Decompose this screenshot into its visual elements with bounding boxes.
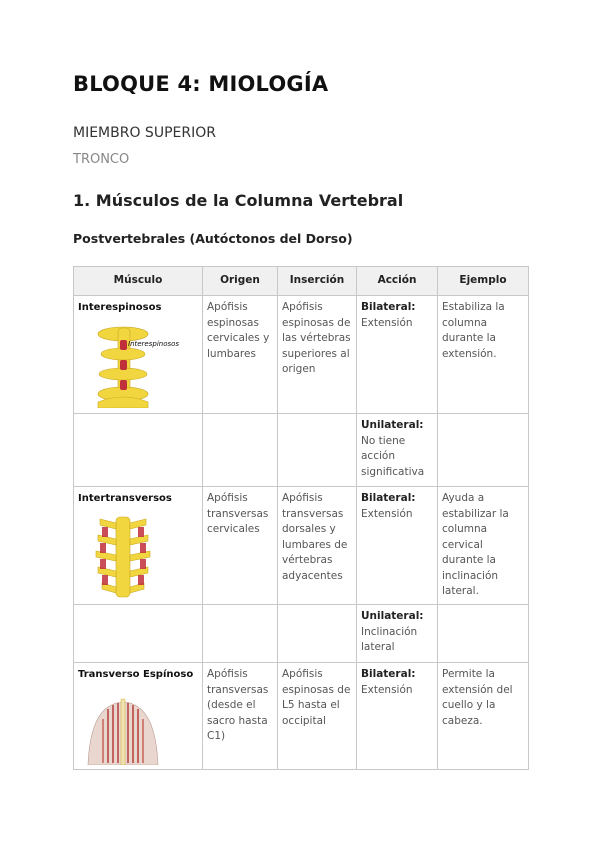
cell-insercion: Apófisis espinosas de L5 hasta el occipital <box>278 663 357 770</box>
table-header-row <box>74 267 529 296</box>
table-row <box>74 487 529 605</box>
cell-empty <box>438 414 529 487</box>
cell-accion <box>357 663 438 770</box>
image-label: Interespinosos <box>128 339 180 348</box>
accion-value: Inclinación lateral <box>361 625 418 653</box>
muscle-name: Intertransversos <box>78 493 172 504</box>
muscle-name: Interespinosos <box>78 302 162 313</box>
table-row <box>74 663 529 770</box>
header-musculo: Músculo <box>74 267 203 296</box>
accion-label: Bilateral: <box>361 668 416 680</box>
subtitle-miembro-superior: MIEMBRO SUPERIOR <box>73 125 216 141</box>
header-ejemplo: Ejemplo <box>438 267 529 296</box>
cell-musculo <box>74 663 203 770</box>
subtitle-tronco: TRONCO <box>73 152 130 167</box>
cell-empty <box>438 605 529 663</box>
accion-label: Bilateral: <box>361 301 416 313</box>
accion-label: Unilateral: <box>361 610 424 622</box>
muscle-table <box>73 266 529 770</box>
cell-accion <box>357 296 438 414</box>
table-row <box>74 296 529 414</box>
cell-ejemplo: Ayuda a estabilizar la columna cervical durante la inclinación lateral. <box>438 487 529 605</box>
subsection-heading: Postvertebrales (Autóctonos del Dorso) <box>73 231 353 246</box>
accion-label: Unilateral: <box>361 419 424 431</box>
cell-accion <box>357 605 438 663</box>
cell-accion <box>357 414 438 487</box>
cell-empty <box>74 414 203 487</box>
cell-ejemplo: Permite la extensión del cuello y la cabeza. <box>438 663 529 770</box>
table-row <box>74 414 529 487</box>
cell-origen: Apófisis espinosas cervicales y lumbares <box>203 296 278 414</box>
section-heading: 1. Músculos de la Columna Vertebral <box>73 191 404 210</box>
cell-insercion: Apófisis transversas dorsales y lumbares de vértebras adyacentes <box>278 487 357 605</box>
cell-empty <box>203 605 278 663</box>
cell-accion <box>357 487 438 605</box>
intertransversos-image <box>78 513 198 599</box>
header-insercion: Inserción <box>278 267 357 296</box>
cell-empty <box>203 414 278 487</box>
header-origen: Origen <box>203 267 278 296</box>
cell-origen: Apófisis transversas cervicales <box>203 487 278 605</box>
accion-value: Extensión <box>361 683 413 696</box>
header-accion: Acción <box>357 267 438 296</box>
cell-empty <box>278 414 357 487</box>
cell-insercion: Apófisis espinosas de las vértebras superiores al origen <box>278 296 357 414</box>
transverso-espinoso-image <box>78 689 198 765</box>
page-title: BLOQUE 4: MIOLOGÍA <box>73 72 329 96</box>
accion-value: Extensión <box>361 316 413 329</box>
accion-value: No tiene acción significativa <box>361 434 425 478</box>
accion-value: Extensión <box>361 507 413 520</box>
cell-empty <box>278 605 357 663</box>
cell-origen: Apófisis transversas (desde el sacro hasta C1) <box>203 663 278 770</box>
muscle-name: Transverso Espínoso <box>78 669 194 680</box>
accion-label: Bilateral: <box>361 492 416 504</box>
cell-musculo <box>74 296 203 414</box>
interespinosos-image <box>78 322 198 408</box>
cell-empty <box>74 605 203 663</box>
cell-ejemplo: Estabiliza la columna durante la extensión. <box>438 296 529 414</box>
table-row <box>74 605 529 663</box>
cell-musculo <box>74 487 203 605</box>
